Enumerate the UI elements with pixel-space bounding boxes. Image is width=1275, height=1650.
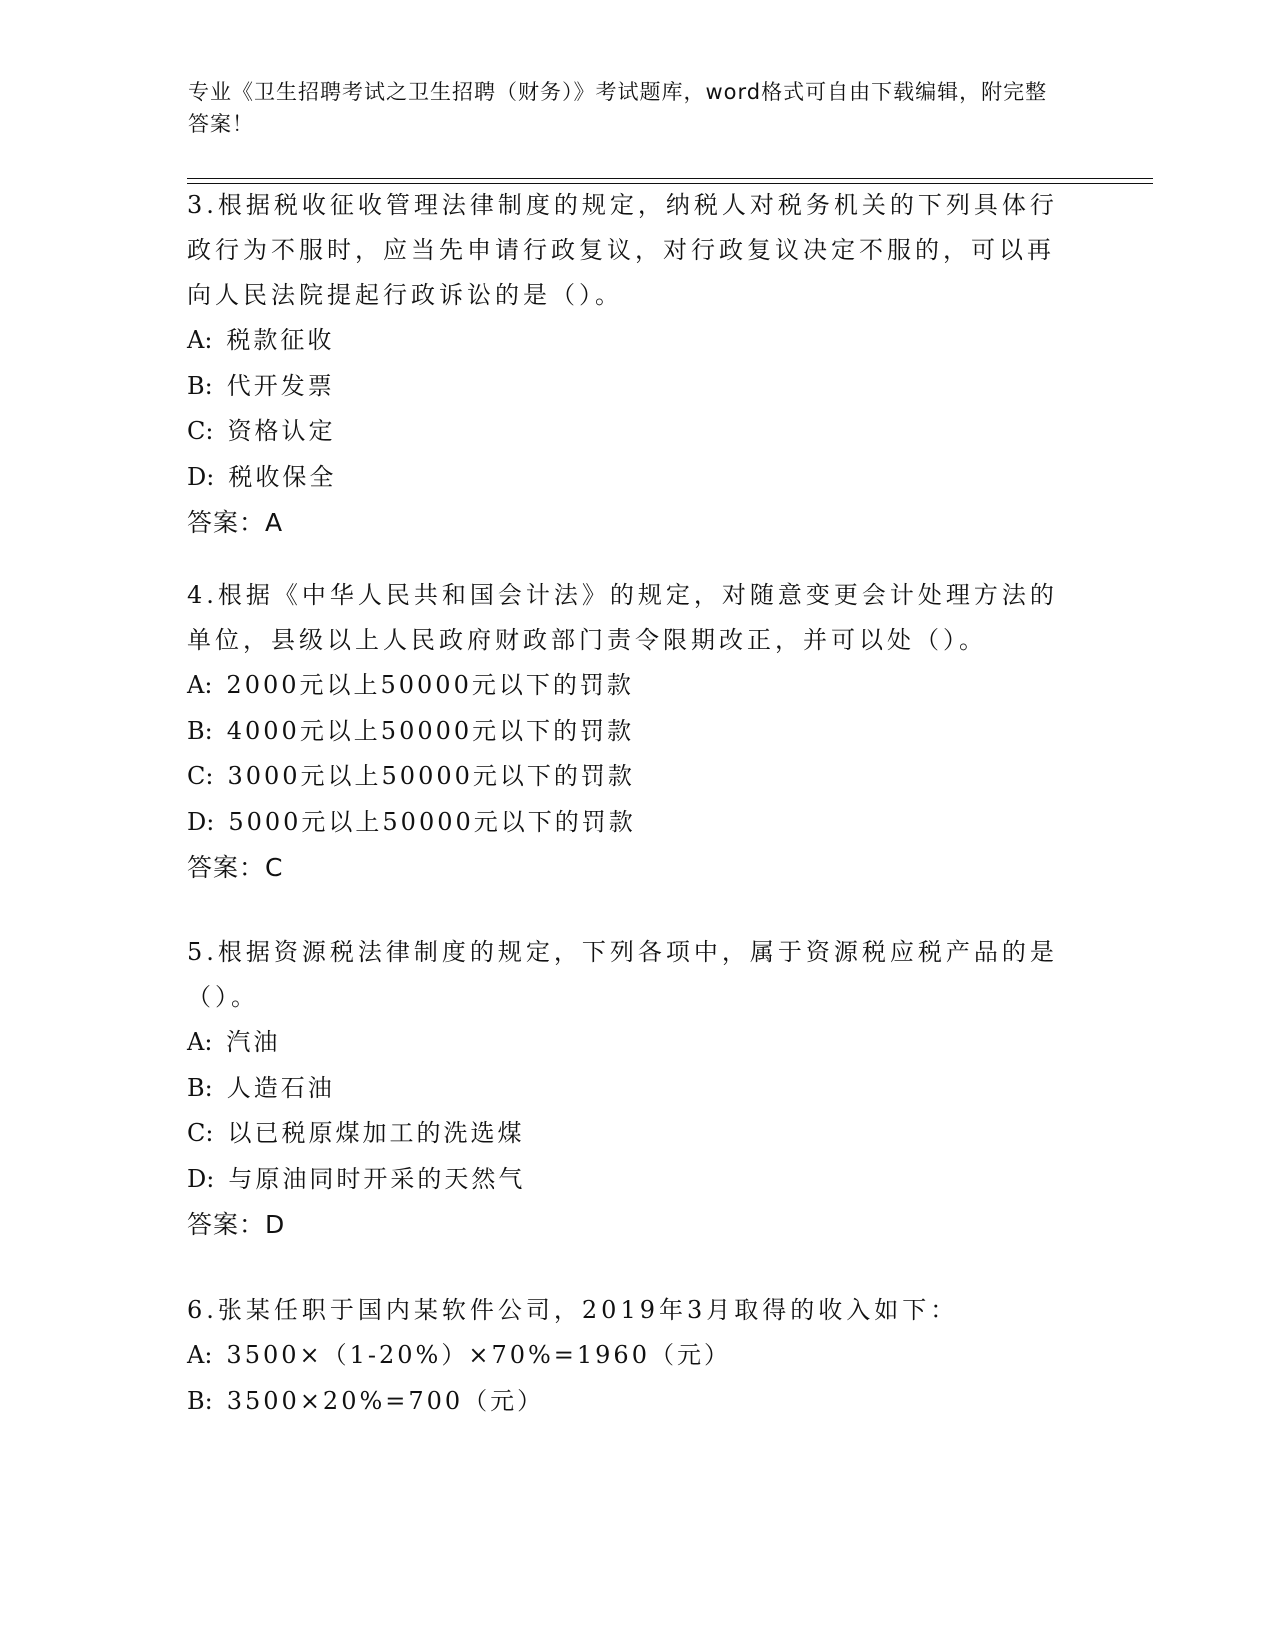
option-text: 5000元以上50000元以下的罚款	[228, 807, 636, 836]
option-b	[187, 1379, 1067, 1425]
option-text: 3000元以上50000元以下的罚款	[227, 762, 635, 790]
question-stem: 张某任职于国内某软件公司，2019年3月取得的收入如下：	[217, 1296, 959, 1324]
option-label: D:	[187, 462, 215, 491]
question-number: 5.	[187, 938, 218, 966]
question-stem: 根据资源税法律制度的规定，下列各项中，属于资源税应税产品的是（）。	[187, 938, 1058, 1011]
question-text	[187, 930, 1067, 1020]
option-d	[187, 1157, 1067, 1203]
answer-line: 答案：A	[187, 508, 284, 537]
option-label: A:	[187, 671, 213, 699]
option-label: A:	[187, 1341, 213, 1369]
option-d	[187, 455, 1067, 501]
answer-line: 答案：C	[187, 853, 284, 882]
option-label: B:	[187, 716, 213, 745]
option-text: 与原油同时开采的天然气	[228, 1164, 526, 1193]
option-text: 2000元以上50000元以下的罚款	[226, 671, 634, 699]
option-a	[187, 318, 1067, 364]
question-4	[187, 573, 1067, 890]
question-number: 4.	[187, 581, 218, 609]
option-label: D:	[187, 1164, 215, 1193]
question-text	[187, 183, 1067, 318]
option-text: 代开发票	[226, 371, 335, 400]
question-number: 3.	[187, 191, 218, 219]
option-label: C:	[187, 1119, 214, 1147]
document-header	[188, 76, 1068, 140]
option-text: 3500×（1-20%）×70%=1960（元）	[226, 1341, 731, 1369]
option-label: B:	[187, 1073, 213, 1102]
option-b	[187, 364, 1067, 410]
option-d	[187, 800, 1067, 846]
question-number: 6.	[187, 1296, 218, 1324]
option-text: 税收保全	[228, 462, 337, 491]
option-text: 人造石油	[226, 1073, 335, 1102]
option-a	[187, 1020, 1067, 1066]
question-5	[187, 930, 1067, 1247]
option-label: B:	[187, 1386, 213, 1415]
option-label: A:	[187, 326, 213, 354]
answer-line: 答案：D	[187, 1210, 286, 1239]
option-b	[187, 709, 1067, 755]
option-c	[187, 1111, 1067, 1157]
question-text	[187, 573, 1067, 663]
option-a	[187, 663, 1067, 709]
option-a	[187, 1333, 1067, 1379]
option-text: 以已税原煤加工的洗选煤	[227, 1119, 525, 1147]
option-text: 3500×20%=700（元）	[226, 1386, 545, 1415]
option-text: 汽油	[226, 1028, 281, 1056]
header-text: 专业《卫生招聘考试之卫生招聘（财务）》考试题库，word格式可自由下载编辑，附完整答案！	[188, 80, 1048, 136]
option-text: 税款征收	[226, 326, 335, 354]
option-label: C:	[187, 417, 214, 445]
option-b	[187, 1066, 1067, 1112]
option-label: C:	[187, 762, 214, 790]
option-label: B:	[187, 371, 213, 400]
option-c	[187, 754, 1067, 800]
header-divider-top	[187, 178, 1153, 179]
question-3	[187, 183, 1067, 545]
question-stem: 根据税收征收管理法律制度的规定，纳税人对税务机关的下列具体行政行为不服时，应当先申请行政复议，对行政复议决定不服的，可以再向人民法院提起行政诉讼的是（）。	[187, 191, 1058, 309]
option-c	[187, 409, 1067, 455]
option-text: 资格认定	[227, 417, 336, 445]
option-text: 4000元以上50000元以下的罚款	[226, 716, 635, 745]
question-stem: 根据《中华人民共和国会计法》的规定，对随意变更会计处理方法的单位，县级以上人民政府财政部门责令限期改正，并可以处（）。	[187, 581, 1058, 654]
option-label: A:	[187, 1028, 213, 1056]
option-label: D:	[187, 807, 215, 836]
question-text	[187, 1288, 1067, 1333]
question-6	[187, 1288, 1067, 1424]
